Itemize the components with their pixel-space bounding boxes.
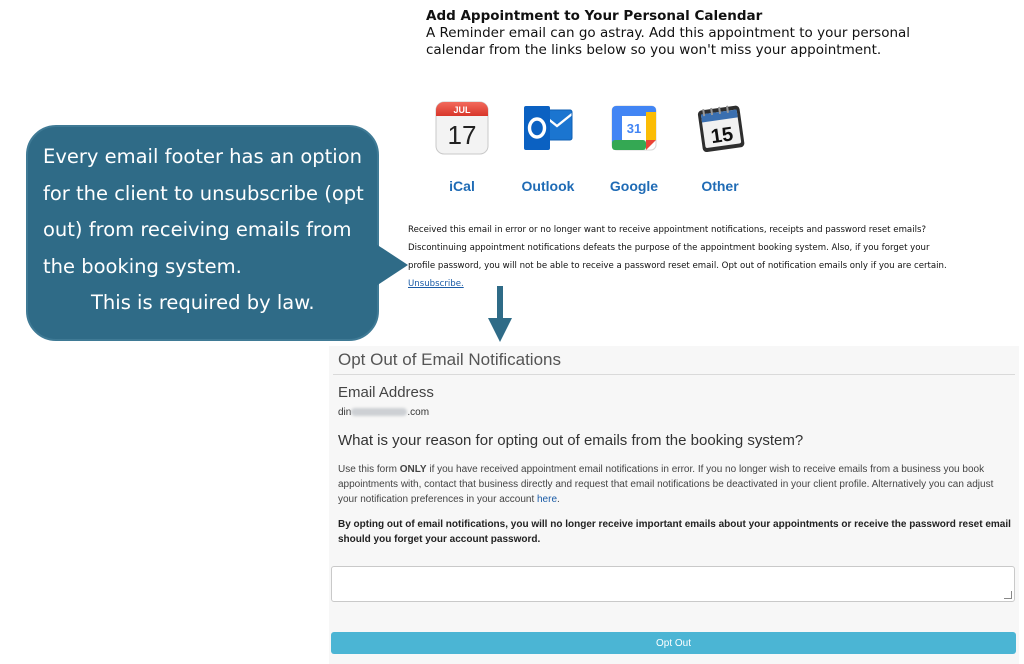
preferences-link[interactable]: here [537,494,558,505]
ical-day: 17 [447,120,477,150]
apple-calendar-icon [434,100,490,156]
opt-out-button[interactable]: Opt Out [331,632,1016,654]
optout-title: Opt Out of Email Notifications [338,350,561,369]
unsubscribe-text: Received this email in error or no longer want to receive appointment notifications, receipts and password reset emails? Discontinuing appointment notifications defeats the purpose of the appointment booking system. Also, if you forget your profile password, you will not be able to receive a password reset email. Opt out of notification emails only if you are certain. [408,225,947,271]
generic-calendar-icon [692,100,748,156]
ical-link[interactable] [422,100,502,194]
calendar-description: A Reminder email can go astray. Add this appointment to your personal calendar from the links below so you won't miss your appointment. [426,25,911,58]
resize-grip-icon[interactable] [1004,591,1012,599]
google-day: 31 [626,121,642,136]
email-label: Email Address [338,384,434,401]
reason-textarea[interactable] [331,566,1015,602]
unsubscribe-link[interactable]: Unsubscribe. [408,279,464,289]
down-arrow-icon [488,286,512,346]
email-value [338,407,429,418]
outlook-link[interactable] [508,100,588,194]
calendar-section [426,8,946,59]
callout-text [43,139,373,322]
title-divider [333,374,1015,375]
google-label: Google [609,178,659,194]
other-link[interactable] [680,100,760,194]
instr-part1: Use this form [338,464,400,475]
google-link[interactable] [594,100,674,194]
redacted-email [351,408,407,416]
callout-law-text: This is required by law. [91,291,315,314]
other-label: Other [701,178,739,194]
optout-form [329,346,1019,664]
callout-main-text: Every email footer has an option for the client to unsubscribe (opt out) from receiving emails from the booking system. [43,145,364,278]
callout-bubble [26,125,379,341]
instr-only: ONLY [399,464,427,475]
outlook-icon [520,100,576,156]
callout-pointer [376,244,408,286]
other-day: 15 [709,123,735,149]
outlook-label: Outlook [521,178,575,194]
instr-end: . [557,494,560,505]
reason-question: What is your reason for opting out of emails from the booking system? [338,432,804,449]
email-prefix: din [338,407,352,418]
calendar-title: Add Appointment to Your Personal Calendar [426,8,763,24]
google-calendar-icon [606,100,662,156]
calendar-links [426,100,786,200]
ical-month: JUL [453,105,471,115]
ical-label: iCal [449,178,475,194]
warning-text: By opting out of email notifications, you will no longer receive important emails about your appointments or receive the password reset email should you forget your account password. [338,519,1011,545]
unsubscribe-notice [408,221,948,293]
instr-part2: if you have received appointment email notifications in error. If you no longer wish to receive emails from a business you book appointments with, contact that business directly and request that email notifications be deactivated in your client profile. Alternatively you can adjust your notification preferences in your account [338,464,994,505]
email-suffix: .com [407,407,430,418]
instructions [338,462,1013,507]
